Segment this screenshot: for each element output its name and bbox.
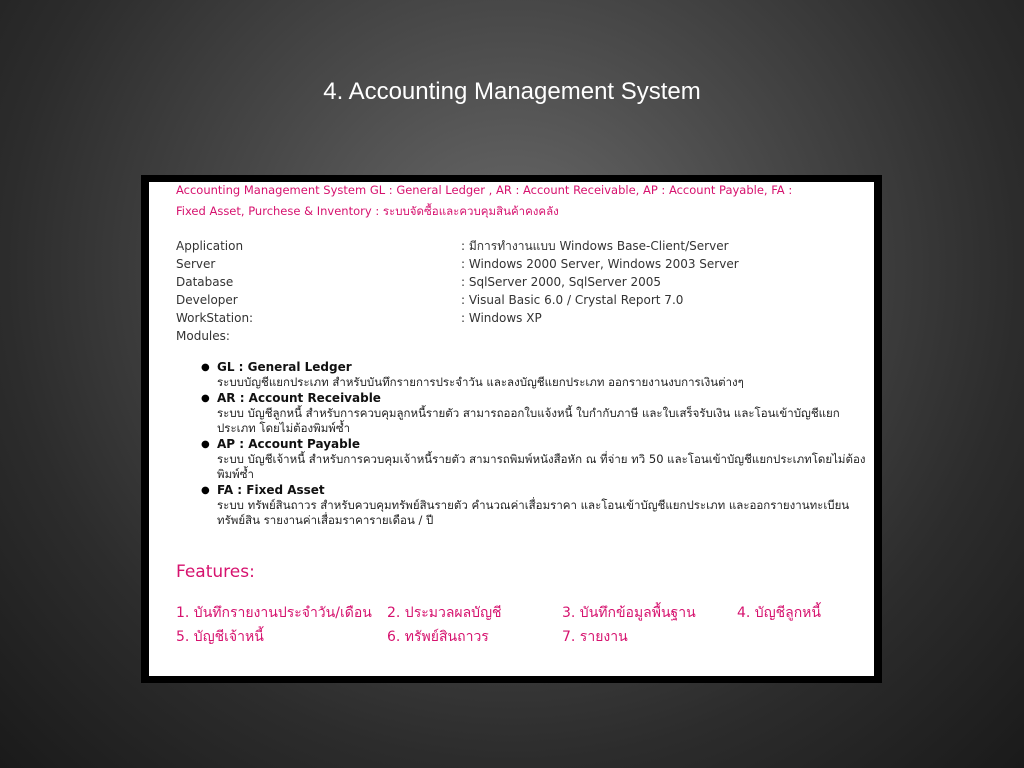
module-title: FA : Fixed Asset — [217, 482, 325, 497]
spec-value: : Windows 2000 Server, Windows 2003 Server — [461, 257, 739, 271]
bullet-icon: ● — [201, 484, 210, 496]
spec-row-application — [176, 237, 866, 255]
bullet-icon: ● — [201, 438, 210, 450]
list-item — [201, 391, 866, 437]
features-grid — [176, 602, 866, 650]
feature-item: 6. ทรัพย์สินถาวร — [387, 629, 489, 645]
spec-row-developer — [176, 291, 866, 309]
intro-line-2: Fixed Asset, Purchese & Inventory : ระบบจัดซื้อและควบคุมสินค้าคงคลัง — [176, 204, 559, 218]
module-title: AP : Account Payable — [217, 436, 360, 451]
spec-value: : Windows XP — [461, 311, 542, 325]
spec-value: : Visual Basic 6.0 / Crystal Report 7.0 — [461, 293, 684, 307]
spec-label: Application — [176, 239, 244, 253]
feature-item: 2. ประมวลผลบัญชี — [387, 605, 502, 621]
feature-item: 4. บัญชีลูกหนี้ — [737, 605, 821, 621]
intro-text — [176, 182, 866, 222]
features-row — [176, 602, 866, 626]
list-item — [201, 360, 866, 391]
feature-item: 7. รายงาน — [562, 629, 628, 645]
slide-title: 4. Accounting Management System — [323, 78, 701, 105]
module-title: GL : General Ledger — [217, 360, 352, 374]
spec-label: Database — [176, 275, 234, 289]
bullet-icon: ● — [201, 392, 210, 404]
spec-label: WorkStation: — [176, 311, 254, 325]
module-description: ระบบ บัญชีลูกหนี้ สำหรับการควบคุมลูกหนี้รายตัว สามารถออกใบแจ้งหนี้ ใบกำกับภาษี และใบเสร็จรับเงิน และโอนเข้าบัญชีแยกประเภท โดยไม่ต้องพิมพ์ซ้ำ — [217, 405, 840, 435]
module-description: ระบบบัญชีแยกประเภท สำหรับบันทึกรายการประจำวัน และลงบัญชีแยกประเภท ออกรายงานงบการเงินต่างๆ — [217, 375, 744, 389]
module-description: ระบบ บัญชีเจ้าหนี้ สำหรับการควบคุมเจ้าหนี้รายตัว สามารถพิมพ์หนังสือหัก ณ ที่จ่าย ทวิ 50 และโอนเข้าบัญชีแยกประเภทโดยไม่ต้องพิมพ์ซ้ำ — [217, 451, 866, 481]
spec-list — [176, 237, 866, 345]
spec-row-server — [176, 255, 866, 273]
spec-label: Modules: — [176, 329, 230, 343]
list-item — [201, 437, 866, 483]
intro-line-1: Accounting Management System GL : General Ledger , AR : Account Receivable, AP : Account Payable, FA : — [176, 183, 793, 197]
features-row — [176, 626, 866, 650]
spec-value — [461, 327, 866, 345]
spec-row-modules — [176, 327, 866, 345]
spec-value: : SqlServer 2000, SqlServer 2005 — [461, 275, 662, 289]
module-list — [201, 360, 866, 529]
feature-item: 3. บันทึกข้อมูลพื้นฐาน — [562, 605, 696, 621]
module-title: AR : Account Receivable — [217, 390, 381, 405]
spec-value: : มีการทำงานแบบ Windows Base-Client/Server — [461, 239, 729, 253]
spec-label: Server — [176, 257, 216, 271]
screenshot-panel — [149, 182, 874, 676]
feature-item: 5. บัญชีเจ้าหนี้ — [176, 629, 264, 645]
features-heading: Features: — [176, 562, 255, 582]
bullet-icon: ● — [201, 362, 210, 373]
spec-label: Developer — [176, 293, 238, 307]
spec-row-workstation — [176, 309, 866, 327]
feature-item: 1. บันทึกรายงานประจำวัน/เดือน — [176, 605, 372, 621]
module-description: ระบบ ทรัพย์สินถาวร สำหรับควบคุมทรัพย์สินรายตัว คำนวณค่าเสื่อมราคา และโอนเข้าบัญชีแยกประเภท และออกรายงานทะเบียนทรัพย์สิน รายงานค่าเสื่อมราคารายเดือน / ปี — [217, 497, 850, 527]
spec-row-database — [176, 273, 866, 291]
list-item — [201, 483, 866, 529]
